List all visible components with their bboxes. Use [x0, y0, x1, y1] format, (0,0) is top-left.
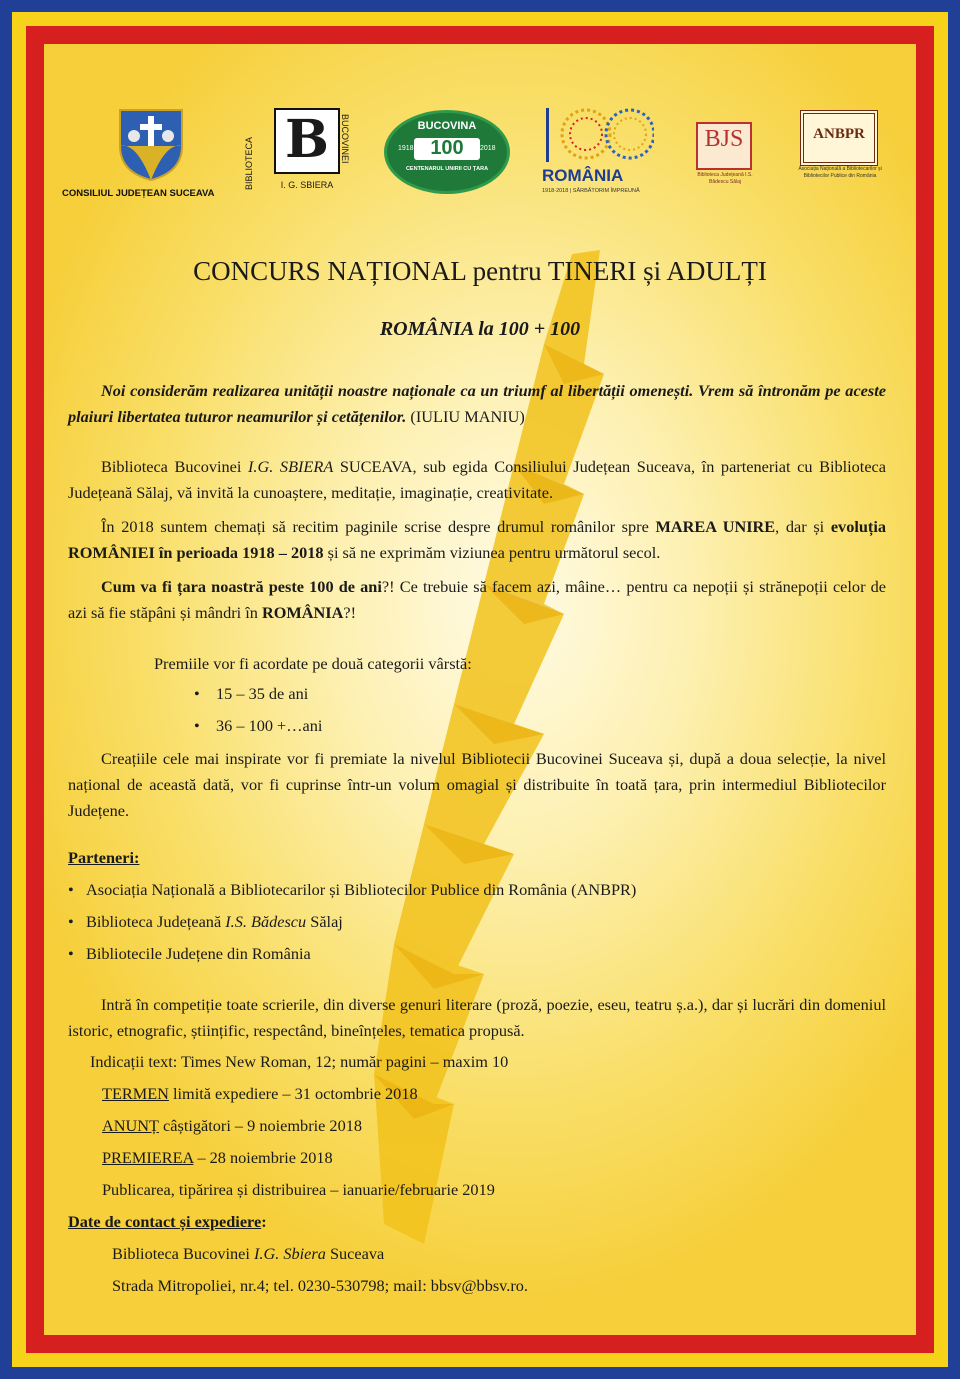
winners-announce-line: ANUNȚ câștigători – 9 noiembrie 2018: [102, 1116, 362, 1135]
partner-item-anbpr: • Asociația Națională a Bibliotecarilor și Bibliotecilor Publice din România (ANBPR): [68, 880, 637, 899]
intro-paragraph-3: Cum va fi țara noastră peste 100 de ani?! Ce trebuie să facem azi, mâine… pentru ca nepoții și strănepoții celor de azi să fie stăpâni și mândri în ROMÂNIA?!: [68, 577, 887, 622]
romania-100-logo: ROMÂNIA 1918-2018 | SĂRBĂTORIM ÎMPREUNĂ: [534, 104, 664, 204]
b-letter-box: B: [274, 108, 340, 174]
biblioteca-bucovinei-logo: BIBLIOTECA B BUCOVINEI I. G. SBIERA: [244, 109, 350, 190]
bjs-logo: BJS Biblioteca Județeană I.S. Bădescu Sălaj: [690, 114, 760, 194]
quote-author: (IULIU MANIU): [406, 407, 525, 426]
poster-title: CONCURS NAȚIONAL pentru TINERI și ADULȚI: [193, 256, 767, 286]
prizes-text: Creațiile cele mai inspirate vor fi premiate la nivelul Bibliotecii Bucovinei Suceava și, după a doua selecție, la nivel național de această dată, vor fi cuprinse într-un volum omagial și distribuite în toată țara, prin intermediul Bibliotecilor Județene.: [68, 749, 886, 820]
contact-heading: Date de contact și expediere:: [68, 1212, 267, 1231]
publish-line: Publicarea, tipărirea și distribuirea – ianuarie/februarie 2019: [102, 1180, 495, 1199]
poster-subtitle: ROMÂNIA la 100 + 100: [379, 318, 581, 340]
prize-category-1: • 15 – 35 de ani: [194, 684, 309, 703]
prize-category-2: • 36 – 100 +…ani: [194, 716, 323, 735]
cjs-logo: [62, 104, 237, 204]
intro-paragraph-1: Biblioteca Bucovinei I.G. SBIERA SUCEAVA, sub egida Consiliului Județean Suceava, în parteneriat cu Biblioteca Județeană Sălaj, vă invită la cunoaștere, meditație, imaginație, creativitate.: [68, 457, 886, 502]
centenar-circles-icon: [534, 104, 654, 168]
quote-text: Noi considerăm realizarea unității noastre naționale ca un triumf al libertății omenești. Vrem să întronăm pe aceste plaiuri libertatea tuturor neamurilor și cetățenilor.: [68, 381, 886, 426]
anbpr-logo: ANBPR Asociația Națională a Bibliotecarilor și Bibliotecilor Publice din România: [790, 104, 890, 204]
intro-paragraph-2: În 2018 suntem chemați să recitim paginile scrise despre drumul românilor spre MAREA UNIRE, dar și evoluția ROMÂNIEI în perioada 1918 – 2018 și să ne exprimăm viziunea pentru următorul secol.: [68, 517, 886, 562]
bucovina-100-logo: BUCOVINA 100 1918 2018 CENTENARUL UNIRII CU ȚARA: [384, 110, 508, 190]
prizes-intro: Premiile vor fi acordate pe două categorii vârstă:: [154, 654, 472, 673]
coat-of-arms-icon: [116, 106, 186, 182]
partner-item-salaj: • Biblioteca Județeană I.S. Bădescu Sălaj: [68, 912, 343, 931]
partners-heading: Parteneri:: [68, 848, 140, 867]
bucovinei-vertical-label: BUCOVINEI: [340, 114, 350, 164]
contact-address: Strada Mitropoliei, nr.4; tel. 0230-530798; mail: bbsv@bbsv.ro.: [112, 1276, 528, 1295]
sbiera-label: I. G. SBIERA: [280, 180, 334, 190]
quote-paragraph: [68, 378, 886, 430]
format-indications: Indicații text: Times New Roman, 12; număr pagini – maxim 10: [90, 1052, 509, 1071]
premiere-line: PREMIEREA – 28 noiembrie 2018: [102, 1148, 333, 1167]
logos-row: [44, 104, 916, 254]
rules-text: Intră în competiție toate scrierile, din diverse genuri literare (proză, poezie, eseu, teatru ș.a.), dar și lucrări din domeniul istoric, etnografic, științific, respectând, bineînțeles, tematica propusă.: [68, 995, 886, 1040]
poster-paper: [44, 44, 916, 1335]
deadline-line: TERMEN limită expediere – 31 octombrie 2018: [102, 1084, 418, 1103]
contact-library: Biblioteca Bucovinei I.G. Sbiera Suceava: [112, 1244, 385, 1263]
cjs-label: CONSILIUL JUDEȚEAN SUCEAVA: [62, 188, 215, 199]
partner-item-judetene: • Bibliotecile Județene din România: [68, 944, 311, 963]
